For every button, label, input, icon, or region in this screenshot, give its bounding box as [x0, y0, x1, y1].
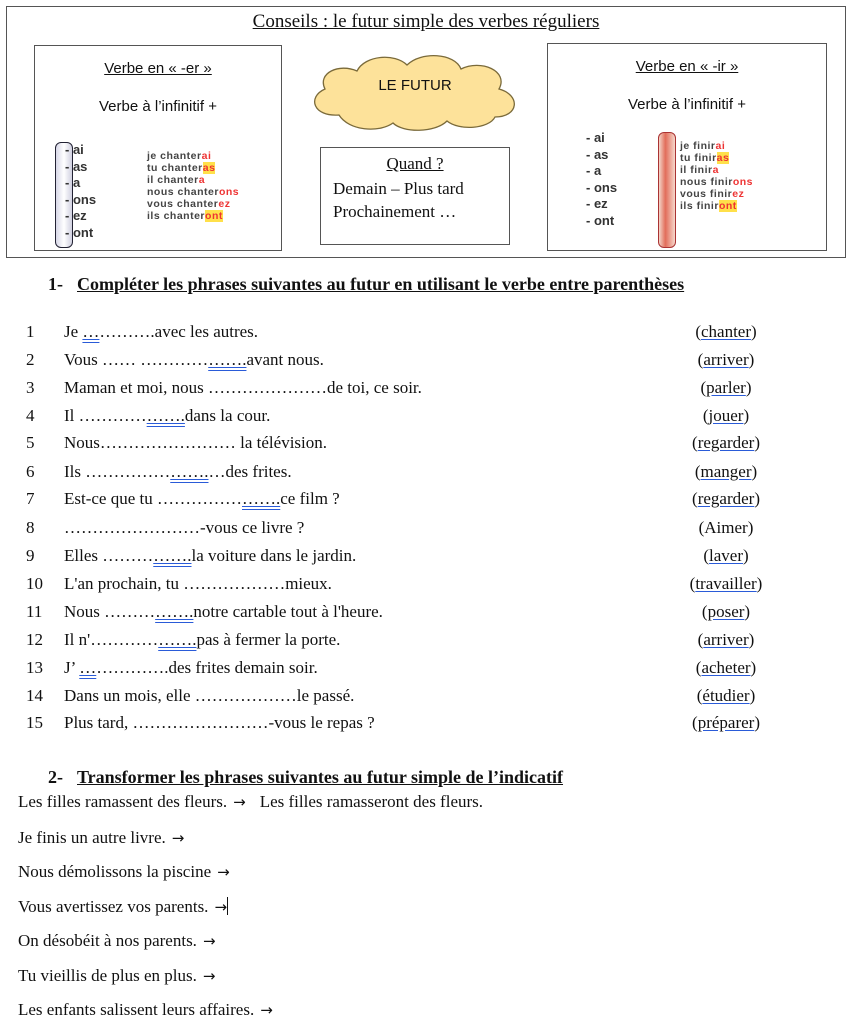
- arrow-right-icon: →: [233, 793, 246, 811]
- verb-er-title: Verbe en « -er »: [104, 60, 212, 77]
- exercise-sentence[interactable]: Il ……………….dans la cour.: [64, 406, 271, 425]
- exercise-row: [0, 406, 854, 432]
- exercise-sentence[interactable]: Dans un mois, elle ………………le passé.: [64, 686, 355, 705]
- ending-item: - ons: [586, 179, 618, 195]
- exercise-row: [0, 630, 854, 656]
- transform-sentence: Nous démolissons la piscine: [18, 862, 212, 881]
- verb-hint: (chanter): [695, 322, 757, 341]
- exercise-sentence[interactable]: Nous…………………… la télévision.: [64, 433, 328, 452]
- verb-er-box: [34, 45, 282, 251]
- ending-item: - a: [65, 175, 81, 190]
- transform-row[interactable]: [18, 828, 198, 848]
- verb-hint: (arriver): [697, 350, 755, 369]
- answer-blank[interactable]: …….: [242, 489, 281, 508]
- verb-hint: (poser): [701, 602, 751, 621]
- verb-hint: (regarder): [692, 489, 760, 508]
- conseils-box: [6, 6, 846, 258]
- transform-row[interactable]: [18, 792, 483, 812]
- er-endings-list: [65, 142, 96, 241]
- transform-row[interactable]: [18, 862, 244, 882]
- quand-title: Quand ?: [386, 154, 444, 173]
- exercise-sentence[interactable]: Elles …………….la voiture dans le jardin.: [64, 546, 357, 565]
- exercise-number: 11: [26, 602, 43, 621]
- ir-conjugation-list: [680, 140, 753, 212]
- exercise-number: 4: [26, 406, 35, 425]
- exercise-row: [0, 489, 854, 515]
- transform-sentence: Vous avertissez vos parents.: [18, 897, 209, 916]
- section2-number: 2-: [48, 767, 63, 787]
- transform-sentence: Tu vieillis de plus en plus.: [18, 966, 197, 985]
- conjugation-item: nous chanterons: [147, 186, 240, 198]
- quand-line: Demain – Plus tard: [333, 179, 464, 198]
- exercise-number: 14: [26, 686, 43, 705]
- exercise-number: 13: [26, 658, 43, 677]
- verb-hint: (arriver): [697, 630, 755, 649]
- conseils-title: Conseils : le futur simple des verbes réguliers: [252, 11, 600, 32]
- section2-heading: [48, 767, 563, 788]
- ending-item: - ez: [586, 196, 608, 211]
- section2-title: Transformer les phrases suivantes au futur simple de l’indicatif: [77, 767, 564, 787]
- exercise-row: [0, 350, 854, 376]
- verb-ir-title: Verbe en « -ir »: [635, 58, 739, 75]
- exercise-sentence[interactable]: Maman et moi, nous …………………de toi, ce soir.: [64, 378, 422, 397]
- transform-row[interactable]: [18, 1000, 287, 1020]
- arrow-right-icon: →: [202, 932, 216, 950]
- verb-hint: (manger): [694, 462, 758, 481]
- exercise-sentence[interactable]: L'an prochain, tu ………………mieux.: [64, 574, 332, 593]
- verb-hint: (Aimer): [698, 518, 754, 537]
- conjugation-item: il finira: [680, 164, 719, 176]
- arrow-right-icon: →: [260, 1001, 273, 1019]
- cloud-label: LE FUTUR: [378, 77, 452, 94]
- exercise-number: 3: [26, 378, 35, 397]
- conjugation-item: vous finirez: [680, 188, 745, 200]
- exercise-row: [0, 322, 854, 348]
- transform-row[interactable]: [18, 931, 230, 951]
- arrow-right-icon: →: [202, 967, 216, 985]
- ending-item: - ai: [65, 142, 84, 157]
- section1-title: Compléter les phrases suivantes au futur en utilisant le verbe entre parenthèses: [77, 274, 685, 294]
- exercise-number: 7: [26, 489, 35, 508]
- exercise-number: 6: [26, 462, 35, 481]
- verb-ir-subtitle: Verbe à l’infinitif +: [628, 96, 746, 113]
- verb-hint: (laver): [703, 546, 749, 565]
- answer-blank[interactable]: …….: [153, 546, 192, 565]
- exercise-row: [0, 658, 854, 684]
- exercise-sentence[interactable]: ……………………-vous ce livre ?: [64, 518, 305, 537]
- exercise-number: 8: [26, 518, 35, 537]
- conjugation-item: il chantera: [147, 174, 206, 186]
- transform-row[interactable]: [18, 897, 242, 917]
- ir-endings-list: [586, 130, 617, 229]
- exercise-sentence[interactable]: Je ………….avec les autres.: [64, 322, 259, 341]
- verb-hint: (regarder): [692, 433, 760, 452]
- exercise-number: 2: [26, 350, 35, 369]
- exercise-sentence[interactable]: Nous …………….notre cartable tout à l'heure.: [64, 602, 383, 621]
- exercise-row: [0, 433, 854, 459]
- exercise-number: 10: [26, 574, 43, 593]
- quand-box: [320, 147, 510, 245]
- exercise-sentence[interactable]: Vous …… ……………….avant nous.: [64, 350, 324, 369]
- verb-hint: (jouer): [702, 406, 750, 425]
- verb-er-subtitle: Verbe à l’infinitif +: [99, 98, 217, 115]
- ending-item: - ai: [586, 130, 605, 145]
- conjugation-item: ils chanteront: [147, 210, 223, 222]
- conjugation-item: je chanterai: [147, 150, 212, 162]
- ending-scroll-graphic: [658, 132, 676, 248]
- arrow-right-icon: →: [217, 863, 230, 881]
- ending-item: - as: [65, 158, 88, 174]
- exercise-row: [0, 602, 854, 628]
- transform-answer[interactable]: Les filles ramasseront des fleurs.: [259, 792, 484, 811]
- answer-blank[interactable]: …: [79, 658, 97, 677]
- verb-hint: (étudier): [696, 686, 756, 705]
- ending-item: - ont: [65, 224, 94, 240]
- transform-row[interactable]: [18, 966, 229, 986]
- verb-hint: (acheter): [695, 658, 757, 677]
- arrow-right-icon: →: [214, 898, 228, 916]
- er-conjugation-list: [147, 150, 239, 222]
- exercise-sentence[interactable]: Est-ce que tu ………………….ce film ?: [64, 489, 340, 508]
- conjugation-item: tu finiras: [680, 152, 730, 164]
- exercise-number: 9: [26, 546, 35, 565]
- exercise-number: 15: [26, 713, 43, 732]
- verb-hint: (préparer): [692, 713, 760, 732]
- conjugation-item: ils finiront: [680, 200, 737, 212]
- exercise-row: [0, 686, 854, 712]
- answer-blank[interactable]: …….: [155, 602, 194, 621]
- arrow-right-icon: →: [171, 829, 185, 847]
- answer-blank[interactable]: …….: [208, 350, 247, 369]
- exercise-number: 1: [26, 322, 35, 341]
- exercise-row: [0, 462, 854, 488]
- verb-hint: (travailler): [689, 574, 763, 593]
- answer-blank[interactable]: …….: [158, 630, 197, 649]
- ending-item: - a: [586, 163, 602, 178]
- conjugation-item: nous finirons: [680, 176, 754, 188]
- conjugation-item: vous chanterez: [147, 198, 231, 210]
- section1-heading: [48, 274, 684, 295]
- transform-sentence: On désobéit à nos parents.: [18, 931, 197, 950]
- exercise-number: 5: [26, 433, 35, 452]
- text-cursor: [227, 897, 228, 915]
- exercise-number: 12: [26, 630, 43, 649]
- le-futur-cloud: [299, 49, 531, 133]
- exercise-sentence[interactable]: Ils ………………….…des frites.: [64, 462, 292, 481]
- exercise-sentence[interactable]: Plus tard, ……………………-vous le repas ?: [64, 713, 375, 732]
- answer-blank[interactable]: …….: [170, 462, 209, 481]
- verb-hint: (parler): [700, 378, 752, 397]
- conjugation-item: tu chanteras: [147, 162, 216, 174]
- answer-blank[interactable]: …: [82, 322, 100, 341]
- transform-sentence: Les enfants salissent leurs affaires.: [18, 1000, 255, 1019]
- section1-number: 1-: [48, 274, 63, 294]
- exercise-sentence[interactable]: Il n'……………….pas à fermer la porte.: [64, 630, 341, 649]
- exercise-row: [0, 574, 854, 600]
- quand-line: Prochainement …: [333, 202, 457, 221]
- ending-item: - ont: [586, 212, 615, 228]
- verb-ir-box: [547, 43, 827, 251]
- ending-item: - ez: [65, 208, 87, 223]
- ending-item: - as: [586, 146, 609, 162]
- exercise-row: [0, 518, 854, 544]
- exercise-row: [0, 713, 854, 739]
- conjugation-item: je finirai: [680, 140, 726, 152]
- transform-sentence: Les filles ramassent des fleurs.: [18, 792, 228, 811]
- answer-blank[interactable]: …….: [146, 406, 185, 425]
- exercise-sentence[interactable]: J’ …………….des frites demain soir.: [64, 658, 318, 677]
- exercise-row: [0, 378, 854, 404]
- exercise-row: [0, 546, 854, 572]
- transform-sentence: Je finis un autre livre.: [18, 828, 166, 847]
- ending-item: - ons: [65, 191, 97, 207]
